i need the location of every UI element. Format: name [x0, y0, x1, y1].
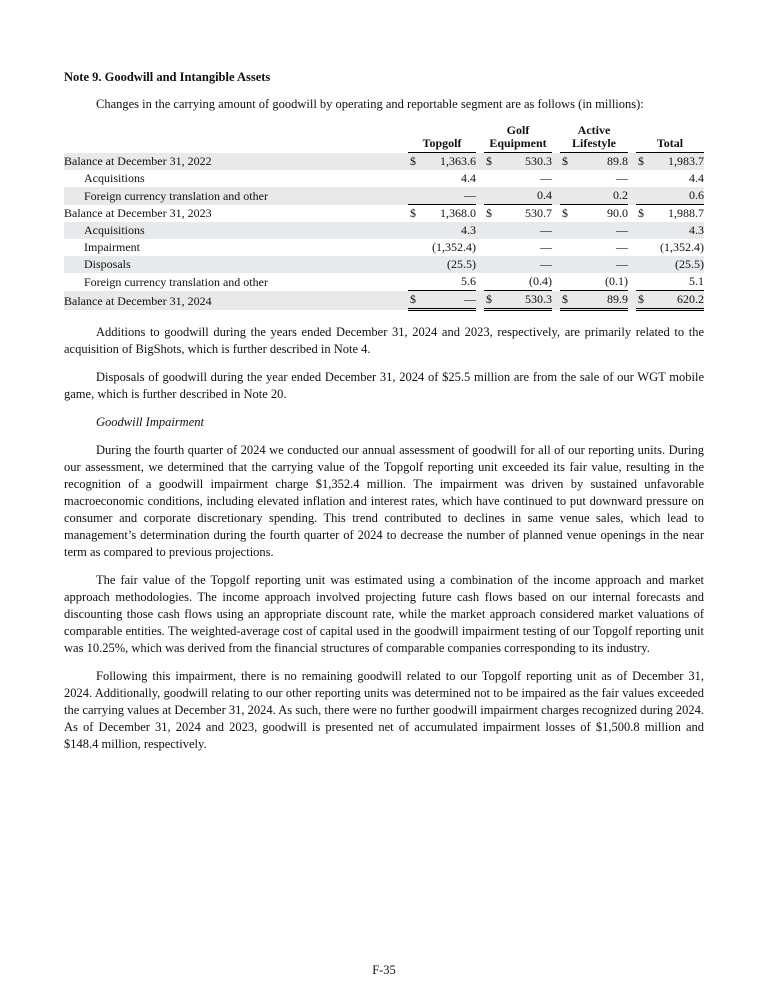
- table-row-disposals: [64, 256, 704, 273]
- label-column-header: [64, 124, 408, 153]
- spacer-cell: [628, 273, 636, 291]
- cell-topgolf: [408, 273, 476, 291]
- spacer-cell: [476, 273, 484, 291]
- cell-topgolf: [408, 153, 476, 171]
- cell-topgolf: [408, 291, 476, 310]
- row-label: Balance at December 31, 2023: [64, 206, 212, 220]
- row-label: Disposals: [84, 257, 131, 271]
- spacer-cell: [628, 291, 636, 310]
- dollar-sign: $: [410, 154, 416, 168]
- goodwill-impairment-heading: Goodwill Impairment: [96, 415, 204, 429]
- spacer-cell: [552, 222, 560, 239]
- cell-total: [636, 205, 704, 223]
- column-header-active-lifestyle: Active Lifestyle: [560, 124, 628, 153]
- spacer-cell: [476, 153, 484, 171]
- column-header-topgolf: Topgolf: [408, 124, 476, 153]
- row-label: Acquisitions: [84, 223, 145, 237]
- cell-golf-equipment: [484, 222, 552, 239]
- cell-active-lifestyle: [560, 170, 628, 187]
- spacer-cell: [552, 256, 560, 273]
- spacer-cell: [552, 205, 560, 223]
- cell-value: —: [616, 257, 628, 271]
- spacer-cell: [552, 170, 560, 187]
- spacer-cell: [628, 187, 636, 205]
- spacer-cell: [476, 291, 484, 310]
- cell-value: —: [540, 223, 552, 237]
- cell-value: —: [540, 171, 552, 185]
- cell-value: 4.4: [689, 171, 704, 185]
- cell-value: 5.6: [461, 274, 476, 288]
- row-label: Foreign currency translation and other: [84, 188, 268, 203]
- cell-value: —: [540, 257, 552, 271]
- cell-total: [636, 256, 704, 273]
- table-row-fx-2024: [64, 273, 704, 291]
- cell-value: —: [616, 223, 628, 237]
- cell-total: [636, 170, 704, 187]
- dollar-sign: $: [486, 206, 492, 220]
- cell-topgolf: [408, 187, 476, 205]
- spacer-cell: [628, 239, 636, 256]
- column-spacer: [476, 124, 484, 153]
- cell-topgolf: [408, 256, 476, 273]
- cell-value: 530.3: [525, 292, 552, 306]
- cell-topgolf: [408, 170, 476, 187]
- paragraph-fair-value: The fair value of the Topgolf reporting unit was estimated using a combination of the income approach and market approach methodologies. The income approach involved projecting future cash flows based on our internal forecasts and discounting those cash flows using an appropriate discount rate, while the market approach considered market valuations of comparable entities. The weighted-average cost of capital used in the goodwill impairment testing of our Topgolf reporting unit was 10.25%, which was derived from the financial structures of comparable companies corresponding to its industry.: [64, 573, 704, 655]
- cell-value: 4.3: [689, 223, 704, 237]
- table-row-balance-2023: [64, 205, 704, 223]
- cell-value: (0.4): [529, 274, 552, 288]
- cell-topgolf: [408, 222, 476, 239]
- note-title: Note 9. Goodwill and Intangible Assets: [64, 70, 271, 84]
- cell-value: 0.4: [537, 188, 552, 202]
- cell-value: —: [464, 188, 476, 202]
- table-row-balance-2022: [64, 153, 704, 171]
- table-row-fx-2023: [64, 187, 704, 205]
- paragraph-additions: Additions to goodwill during the years ended December 31, 2024 and 2023, respectively, are primarily related to the acquisition of BigShots, which is further described in Note 4.: [64, 325, 704, 356]
- cell-value: (1,352.4): [432, 240, 476, 254]
- table-row-impairment: [64, 239, 704, 256]
- row-label: Impairment: [84, 240, 140, 254]
- dollar-sign: $: [638, 292, 644, 306]
- cell-value: 4.4: [461, 171, 476, 185]
- cell-value: —: [464, 292, 476, 306]
- dollar-sign: $: [410, 292, 416, 306]
- row-label: Acquisitions: [84, 171, 145, 185]
- cell-value: 5.1: [689, 274, 704, 288]
- cell-golf-equipment: [484, 273, 552, 291]
- spacer-cell: [476, 170, 484, 187]
- cell-value: (0.1): [605, 274, 628, 288]
- spacer-cell: [628, 170, 636, 187]
- dollar-sign: $: [486, 154, 492, 168]
- paragraph-assessment: During the fourth quarter of 2024 we conducted our annual assessment of goodwill for all of our reporting units. During our assessment, we determined that the carrying value of the Topgolf reporting unit exceeded its fair value, resulting in the recognition of a goodwill impairment charge $1,352.4 million. The impairment was driven by sustained unfavorable macroeconomic conditions, including elevated inflation and interest rates, which have continued to put downward pressure on consumer and corporate discretionary spending. This trend contributed to declines in same venue sales, which lead to management’s determination during the fourth quarter of 2024 to decrease the number of planned venue openings in the near term as compared to previous projections.: [64, 443, 704, 559]
- dollar-sign: $: [410, 206, 416, 220]
- spacer-cell: [552, 153, 560, 171]
- dollar-sign: $: [486, 292, 492, 306]
- row-label: Foreign currency translation and other: [84, 274, 268, 289]
- cell-value: 1,988.7: [668, 206, 704, 220]
- cell-total: [636, 222, 704, 239]
- page-number: F-35: [372, 963, 396, 977]
- cell-golf-equipment: [484, 205, 552, 223]
- spacer-cell: [476, 239, 484, 256]
- cell-value: 90.0: [607, 206, 628, 220]
- table-row-acquisitions-2023: [64, 170, 704, 187]
- row-label: Balance at December 31, 2024: [64, 293, 212, 308]
- cell-active-lifestyle: [560, 187, 628, 205]
- column-header-golf-equipment: Golf Equipment: [484, 124, 552, 153]
- spacer-cell: [628, 222, 636, 239]
- cell-value: 89.9: [607, 292, 628, 306]
- cell-golf-equipment: [484, 239, 552, 256]
- spacer-cell: [476, 205, 484, 223]
- cell-value: —: [540, 240, 552, 254]
- cell-active-lifestyle: [560, 256, 628, 273]
- dollar-sign: $: [562, 292, 568, 306]
- cell-golf-equipment: [484, 291, 552, 310]
- spacer-cell: [476, 222, 484, 239]
- cell-value: —: [616, 171, 628, 185]
- cell-golf-equipment: [484, 170, 552, 187]
- cell-value: 530.7: [525, 206, 552, 220]
- cell-active-lifestyle: [560, 153, 628, 171]
- cell-value: (25.5): [675, 257, 704, 271]
- table-row-acquisitions-2024: [64, 222, 704, 239]
- cell-golf-equipment: [484, 187, 552, 205]
- cell-value: 620.2: [677, 292, 704, 306]
- spacer-cell: [552, 239, 560, 256]
- cell-value: (25.5): [447, 257, 476, 271]
- cell-total: [636, 153, 704, 171]
- spacer-cell: [552, 291, 560, 310]
- cell-value: 1,983.7: [668, 154, 704, 168]
- spacer-cell: [552, 187, 560, 205]
- cell-value: 0.2: [613, 188, 628, 202]
- dollar-sign: $: [562, 154, 568, 168]
- cell-active-lifestyle: [560, 291, 628, 310]
- cell-topgolf: [408, 239, 476, 256]
- table-header-row: [64, 124, 704, 153]
- cell-golf-equipment: [484, 256, 552, 273]
- cell-value: 1,363.6: [440, 154, 476, 168]
- paragraph-following-impairment: Following this impairment, there is no remaining goodwill related to our Topgolf reporting unit as of December 31, 2024. Additionally, goodwill relating to our other reporting units was determined not to be impaired as the fair values exceeded the carrying values at December 31, 2024. As such, there were no further goodwill impairment charges recognized during 2024. As of December 31, 2024 and 2023, goodwill is presented net of accumulated impairment losses of $1,500.8 million and $148.4 million, respectively.: [64, 669, 704, 751]
- dollar-sign: $: [562, 206, 568, 220]
- cell-value: (1,352.4): [660, 240, 704, 254]
- dollar-sign: $: [638, 154, 644, 168]
- cell-total: [636, 291, 704, 310]
- spacer-cell: [628, 153, 636, 171]
- cell-active-lifestyle: [560, 205, 628, 223]
- row-label: Balance at December 31, 2022: [64, 154, 212, 168]
- table-row-balance-2024: [64, 291, 704, 310]
- cell-value: 530.3: [525, 154, 552, 168]
- spacer-cell: [628, 256, 636, 273]
- cell-active-lifestyle: [560, 222, 628, 239]
- spacer-cell: [476, 256, 484, 273]
- spacer-cell: [552, 273, 560, 291]
- cell-topgolf: [408, 205, 476, 223]
- column-header-total: Total: [636, 124, 704, 153]
- cell-active-lifestyle: [560, 239, 628, 256]
- cell-total: [636, 187, 704, 205]
- column-spacer: [552, 124, 560, 153]
- cell-value: 89.8: [607, 154, 628, 168]
- goodwill-rollforward-table: [64, 124, 704, 311]
- cell-value: 1,368.0: [440, 206, 476, 220]
- cell-active-lifestyle: [560, 273, 628, 291]
- cell-total: [636, 273, 704, 291]
- paragraph-disposals: Disposals of goodwill during the year ended December 31, 2024 of $25.5 million are from the sale of our WGT mobile game, which is further described in Note 20.: [64, 370, 704, 401]
- cell-total: [636, 239, 704, 256]
- cell-value: 4.3: [461, 223, 476, 237]
- cell-value: 0.6: [689, 188, 704, 202]
- column-spacer: [628, 124, 636, 153]
- spacer-cell: [476, 187, 484, 205]
- cell-value: —: [616, 240, 628, 254]
- spacer-cell: [628, 205, 636, 223]
- cell-golf-equipment: [484, 153, 552, 171]
- intro-paragraph: Changes in the carrying amount of goodwill by operating and reportable segment are as follows (in millions):: [96, 97, 644, 111]
- dollar-sign: $: [638, 206, 644, 220]
